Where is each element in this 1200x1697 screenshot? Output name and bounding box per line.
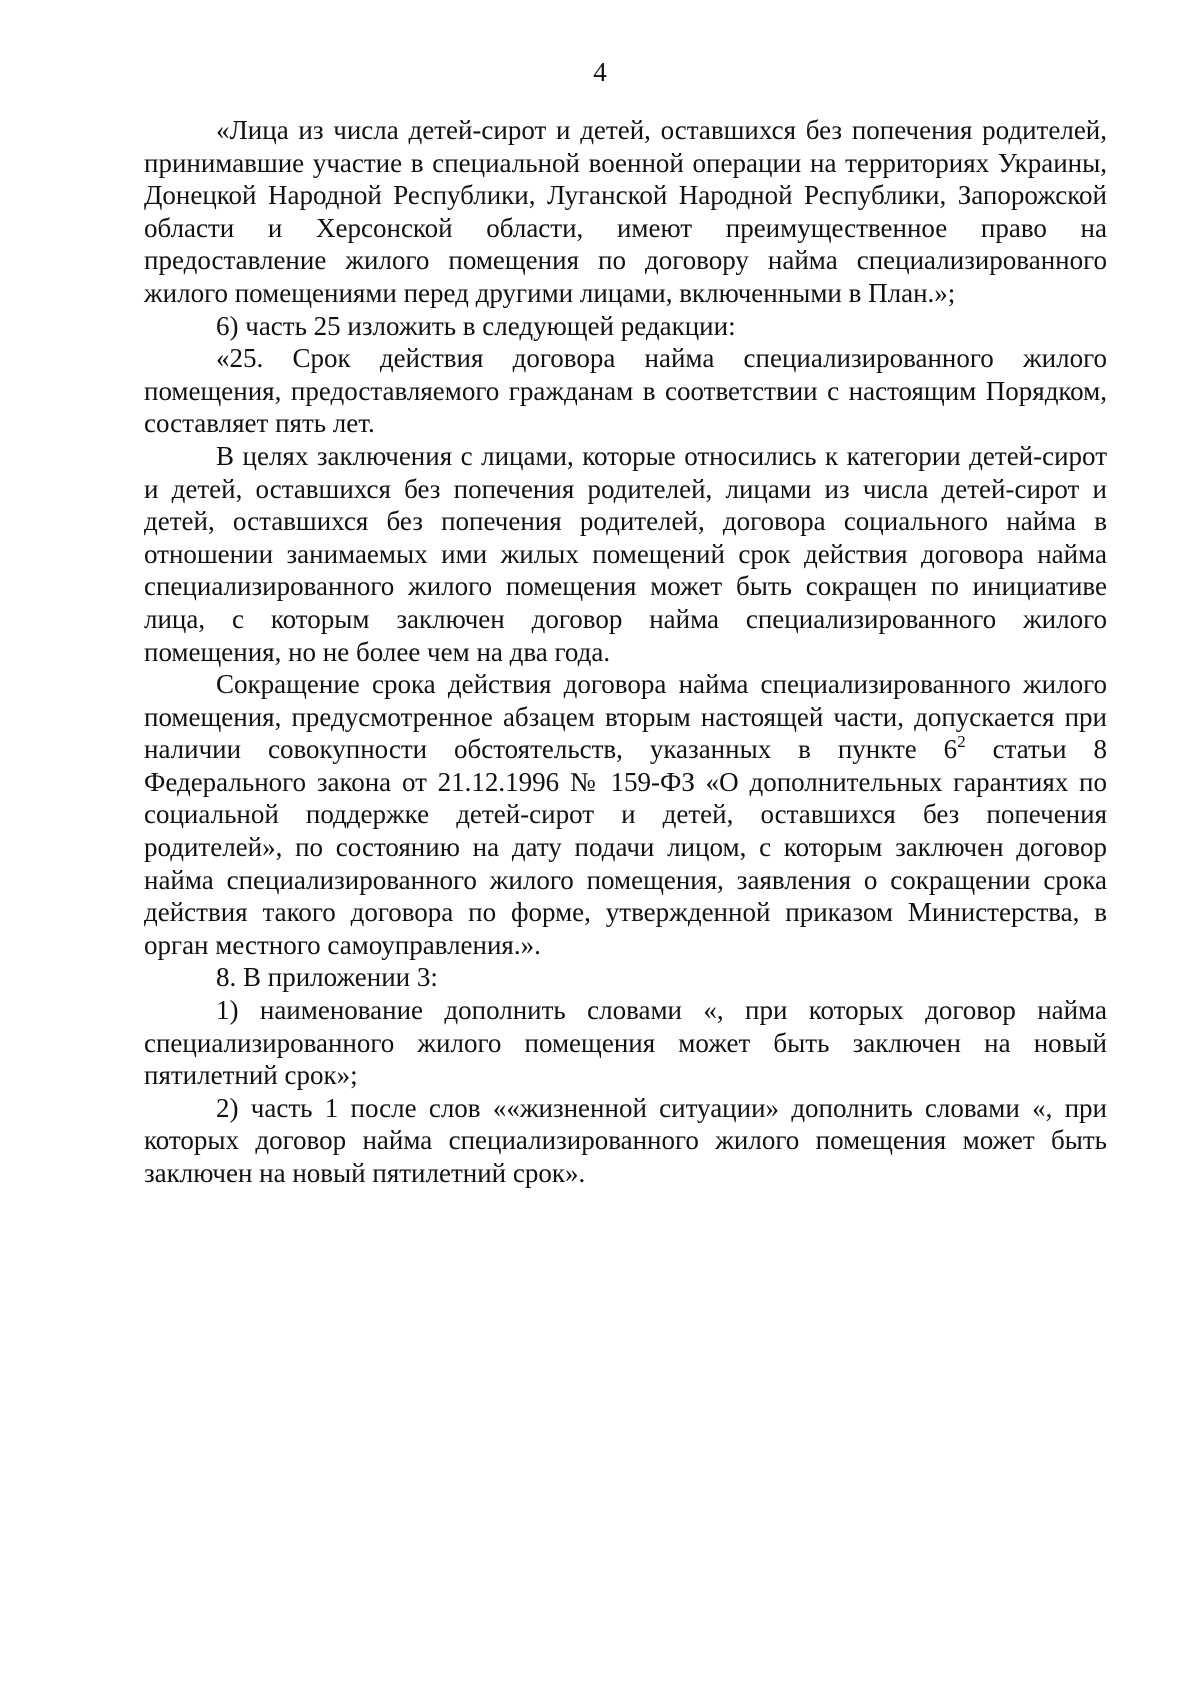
paragraph-item-8-heading: 8. В приложении 3: (216, 962, 438, 993)
paragraph-annex-3-item-2: 2) часть 1 после слов ««жизненной ситуации» дополнить словами «, при которых договор найма специализированного жилого помещения может быть заключен на новый пятилетний срок». (144, 1092, 1107, 1188)
reduction-conditions-text-start: Сокращение срока действия договора найма специализированного жилого помещения, предусмотренное абзацем вторым настоящей части, допускается при наличии совокупности обстоятельств, указанных в пункте 6 (144, 669, 1107, 765)
point-superscript: 2 (957, 732, 966, 752)
paragraph-reduction-conditions (144, 668, 1107, 961)
paragraph-children-priority-right: «Лица из числа детей-сирот и детей, оставшихся без попечения родителей, принимавшие участие в специальной военной операции на территориях Украины, Донецкой Народной Республики, Луганской Народной Республики, Запорожской области и Херсонской области, имеют преимущественное право на предоставление жилого помещения по договору найма специализированного жилого помещениями перед другими лицами, включенными в План.»; (144, 115, 1107, 308)
document-body (144, 114, 1107, 1190)
paragraph-term-reduction: В целях заключения с лицами, которые относились к категории детей-сирот и детей, оставшихся без попечения родителей, лицами из числа детей-сирот и детей, оставшихся без попечения родителей, договора социального найма в отношении занимаемых ими жилых помещений срок действия договора найма специализированного жилого помещения может быть сокращен по инициативе лица, с которым заключен договор найма специализированного жилого помещения, но не более чем на два года. (144, 440, 1107, 667)
paragraph-annex-3-item-1: 1) наименование дополнить словами «, при которых договор найма специализированного жилого помещения может быть заключен на новый пятилетний срок»; (144, 995, 1107, 1091)
page-number: 4 (593, 57, 607, 87)
reduction-conditions-text-end: статьи 8 Федерального закона от 21.12.1996 № 159-ФЗ «О дополнительных гарантиях по социальной поддержке детей-сирот и детей, оставшихся без попечения родителей», по состоянию на дату подачи лицом, с которым заключен договор найма специализированного жилого помещения, заявления о сокращении срока действия такого договора по форме, утвержденной приказом Министерства, в орган местного самоуправления.». (144, 734, 1107, 960)
paragraph-item-6-heading: 6) часть 25 изложить в следующей редакции: (216, 310, 736, 341)
paragraph-part-25-term: «25. Срок действия договора найма специализированного жилого помещения, предоставляемого гражданам в соответствии с настоящим Порядком, составляет пять лет. (144, 343, 1107, 439)
